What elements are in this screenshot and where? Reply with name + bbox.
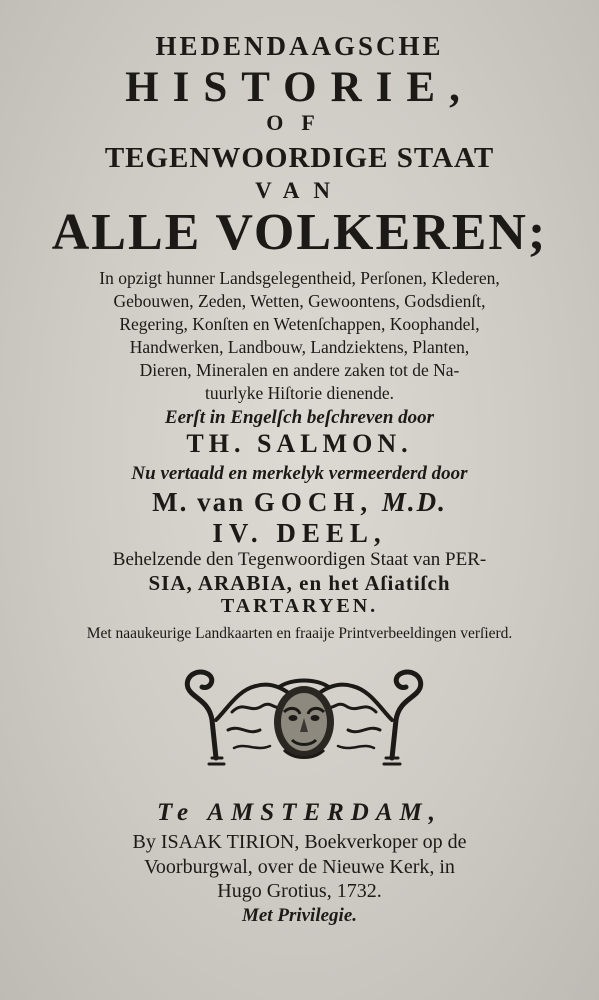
imprint-publisher: By ISAAK TIRION, Boekverkoper op de bbox=[132, 831, 467, 853]
author-name: TH. SALMON. bbox=[186, 429, 413, 458]
translator-degree: M.D. bbox=[381, 487, 447, 517]
translator-name: GOCH, bbox=[253, 487, 374, 517]
maps-note: Met naaukeurige Landkaarten en fraaije Printverbeeldingen verſierd. bbox=[86, 625, 513, 642]
imprint-address: Voorburgwal, over de Nieuwe Kerk, in bbox=[144, 856, 455, 878]
title-line-alle-volkeren: ALLE VOLKEREN; bbox=[51, 204, 548, 261]
imprint-place: Te AMSTERDAM, bbox=[156, 799, 443, 826]
translation-note-english: Eerſt in Engelſch beſchreven door bbox=[164, 407, 435, 428]
translator-line bbox=[0, 489, 599, 516]
translator-prefix: M. van bbox=[152, 487, 246, 517]
translation-note-dutch: Nu vertaald en merkelyk vermeerderd door bbox=[131, 463, 468, 484]
privilege-note: Met Privilegie. bbox=[241, 905, 358, 926]
description-line-4: Handwerken, Landbouw, Landziektens, Planten, bbox=[129, 337, 470, 357]
description-line-1: In opzigt hunner Landsgelegentheid, Perſonen, Klederen, bbox=[99, 268, 500, 288]
description-line-6: tuurlyke Hiſtorie dienende. bbox=[204, 383, 395, 403]
printers-device-mask-ornament bbox=[178, 660, 428, 772]
title-line-of: OF bbox=[266, 110, 333, 135]
description-line-5: Dieren, Mineralen en andere zaken tot de Na- bbox=[139, 360, 460, 380]
volume-label: IV. DEEL, bbox=[212, 518, 387, 548]
volume-contents-line-3: TARTARYEN. bbox=[220, 595, 379, 617]
title-line-van: VAN bbox=[255, 178, 344, 203]
description-line-3: Regering, Konſten en Wetenſchappen, Koophandel, bbox=[119, 314, 480, 334]
volume-contents-line-1: Behelzende den Tegenwoordigen Staat van PER- bbox=[112, 549, 487, 570]
volume-contents-line-2: SIA, ARABIA, en het Aſiatiſch bbox=[148, 571, 451, 595]
title-line-historie: HISTORIE, bbox=[125, 64, 474, 111]
title-line-hedendaagsche: HEDENDAAGSCHE bbox=[155, 31, 444, 61]
title-line-tegenwoordige-staat: TEGENWOORDIGE STAAT bbox=[104, 142, 495, 174]
description-line-2: Gebouwen, Zeden, Wetten, Gewoontens, Godsdienſt, bbox=[113, 291, 486, 311]
imprint-sign-and-year: Hugo Grotius, 1732. bbox=[217, 880, 382, 902]
